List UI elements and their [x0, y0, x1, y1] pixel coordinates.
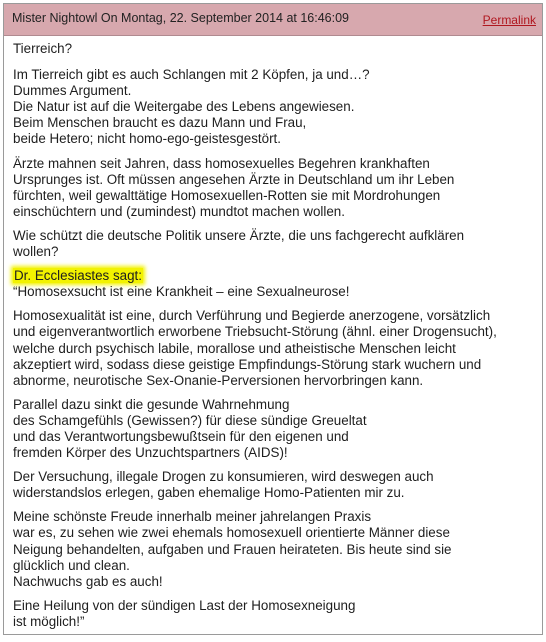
quote-author-label: Dr. Ecclesiastes sagt:: [14, 268, 143, 284]
quote-paragraph: Der Versuchung, illegale Drogen zu konsumieren, wird deswegen auch widerstandslos erlegen, gaben ehemalige Homo-Patienten mir zu.: [13, 469, 434, 501]
quote-paragraph: Parallel dazu sinkt die gesunde Wahrnehmung des Schamgefühls (Gewissen?) für diese sündige Greueltat und das Verantwortungsbewußtsein für den eigenen und fremden Körper des Unzuchtspartners (AIDS)!: [13, 396, 367, 461]
quote-paragraph: Meine schönste Freude innerhalb meiner jahrelangen Praxis war es, zu sehen wie zwei ehemals homosexuell orientierte Männer diese Neigung behandelten, aufgaben und Frauen heirateten. Bis heute sind sie glücklich und clean. Nachwuchs gab es auch!: [13, 509, 452, 589]
quote-paragraph: Eine Heilung von der sündigen Last der Homosexneigung ist möglich!”: [13, 597, 356, 629]
comment-body: [4, 36, 542, 630]
comment-header: [4, 4, 542, 36]
quote-intro: [13, 268, 534, 300]
comment-paragraph: Im Tierreich gibt es auch Schlangen mit 2 Köpfen, ja und…? Dummes Argument. Die Natur ist auf die Weitergabe des Lebens angewiesen. Beim Menschen braucht es dazu Mann und Frau, beide Hetero; nicht homo-ego-geistesgestört.: [13, 67, 370, 147]
quote-paragraph: Homosexualität ist eine, durch Verführung und Begierde anerzogene, vorsätzlich und eigenverantwortlich erworbene Triebsucht-Störung (ähnl. einer Drogensucht), welche durch psychisch labile, morallose und atheistische Menschen leicht akzeptiert wird, sodass diese geistige Empfindungs-Störung stark wuchern und abnorme, neurotische Sex-Onanie-Perversionen hervorbringen kann.: [13, 308, 497, 388]
comment-meta: Mister Nightowl On Montag, 22. September 2014 at 16:46:09: [12, 11, 349, 25]
comment-card: [3, 3, 543, 635]
quote-first-line: “Homosexsucht ist eine Krankheit – eine Sexualneurose!: [13, 284, 350, 300]
comment-paragraph: Tierreich?: [13, 41, 73, 56]
permalink-link[interactable]: Permalink: [482, 13, 536, 27]
comment-paragraph: Wie schützt die deutsche Politik unsere Ärzte, die uns fachgerecht aufklären wollen?: [13, 227, 465, 260]
comment-paragraph: Ärzte mahnen seit Jahren, dass homosexuelles Begehren krankhaften Ursprunges ist. Oft müssen angesehen Ärzte in Deutschland um ihr Leben fürchten, weil gewalttätige Homosexuellen-Rotten sie mit Mordrohungen einschüchtern und (zumindest) mundtot machen wollen.: [13, 155, 455, 219]
